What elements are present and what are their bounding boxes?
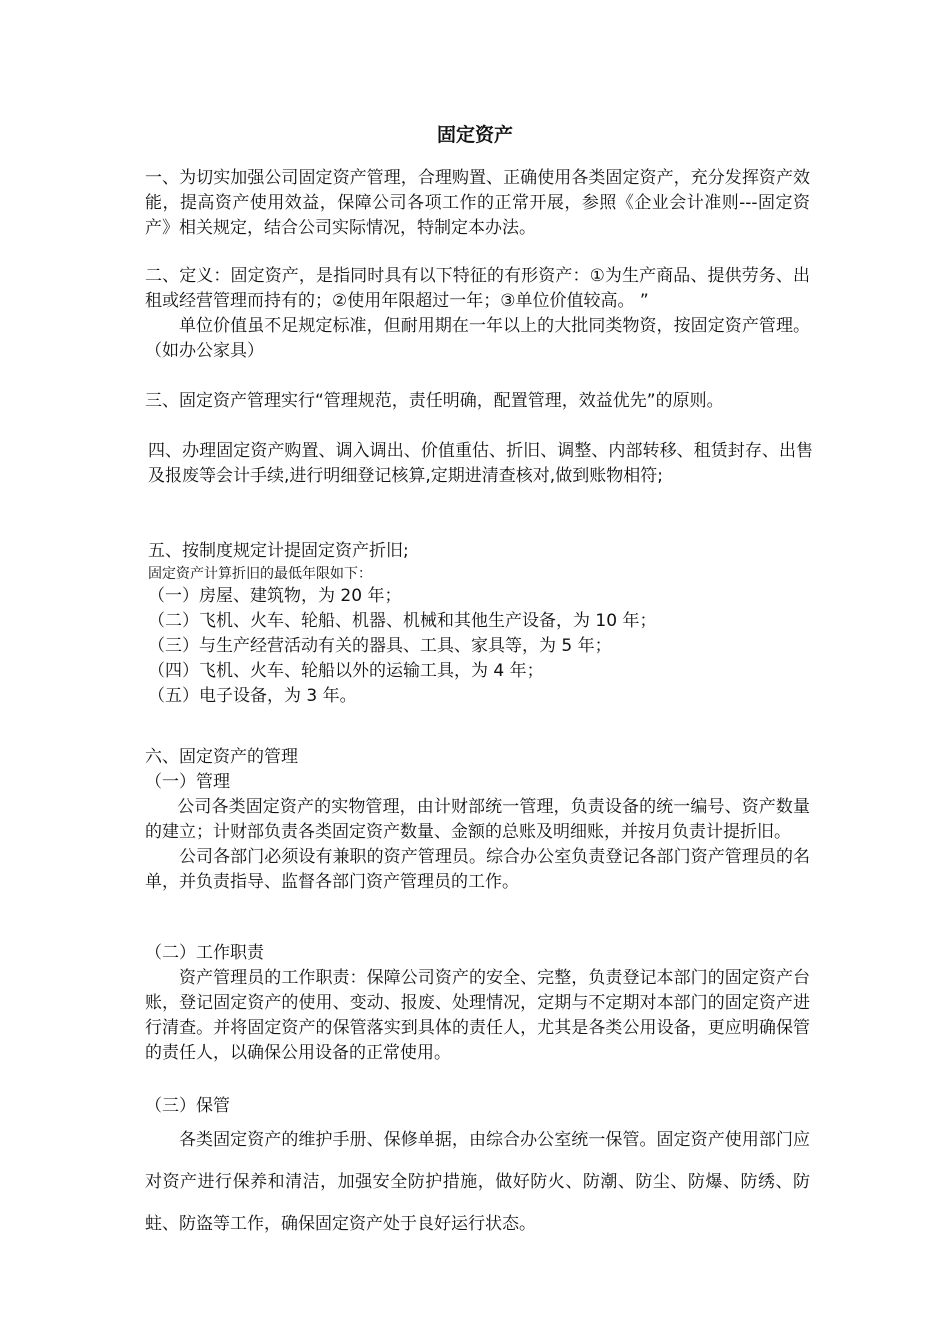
section-7-heading: （二）工作职责: [145, 943, 264, 963]
depreciation-item: （三）与生产经营活动有关的器具、工具、家具等，为 5 年；: [148, 636, 612, 656]
section-3-text: 三、固定资产管理实行“管理规范，责任明确，配置管理，效益优先”的原则。: [145, 391, 724, 411]
section-1-text: 一、为切实加强公司固定资产管理，合理购置、正确使用各类固定资产，充分发挥资产效能，提高资产使用效益，保障公司各项工作的正常开展，参照《企业会计准则---固定资产》相关规定，结合公司实际情况，特制定本办法。: [145, 168, 810, 238]
section-2-note: 单位价值虽不足规定标准，但耐用期在一年以上的大批同类物资，按固定资产管理。（如办公家具）: [145, 316, 810, 361]
section-7: [145, 941, 810, 1066]
section-1: [145, 166, 810, 241]
depreciation-item: （四）飞机、火车、轮船以外的运输工具，为 4 年；: [148, 661, 544, 681]
section-6-heading: 六、固定资产的管理: [145, 747, 298, 767]
section-6: [145, 745, 810, 895]
section-5-subheading: 固定资产计算折旧的最低年限如下：: [148, 566, 372, 582]
section-4-text: 四、办理固定资产购置、调入调出、价值重估、折旧、调整、内部转移、租赁封存、出售及报废等会计手续,进行明细登记核算,定期进清查核对,做到账物相符;: [148, 441, 813, 486]
section-8: [145, 1094, 810, 1245]
section-8-heading: （三）保管: [145, 1096, 230, 1116]
section-7-text: 资产管理员的工作职责：保障公司资产的安全、完整，负责登记本部门的固定资产台账，登记固定资产的使用、变动、报废、处理情况，定期与不定期对本部门的固定资产进行清查。并将固定资产的保管落实到具体的责任人，尤其是各类公用设备，更应明确保管的责任人，以确保公用设备的正常使用。: [145, 968, 810, 1063]
section-8-text: 各类固定资产的维护手册、保修单据，由综合办公室统一保管。固定资产使用部门应对资产进行保养和清洁，加强安全防护措施，做好防火、防潮、防尘、防爆、防绣、防蛀、防盗等工作，确保固定资产处于良好运行状态。: [145, 1130, 810, 1234]
section-2-definition: 二、定义：固定资产，是指同时具有以下特征的有形资产：①为生产商品、提供劳务、出租或经营管理而持有的；②使用年限超过一年；③单位价值较高。 ”: [145, 266, 810, 311]
depreciation-item: （二）飞机、火车、轮船、机器、机械和其他生产设备，为 10 年；: [148, 611, 657, 631]
section-6-sub1-para2: 公司各部门必须设有兼职的资产管理员。综合办公室负责登记各部门资产管理员的名单，并负责指导、监督各部门资产管理员的工作。: [145, 847, 810, 892]
document-title: 固定资产: [436, 124, 513, 146]
section-6-sub1-heading: （一）管理: [145, 772, 230, 792]
section-5: [148, 539, 813, 709]
section-3: [145, 389, 810, 414]
section-6-sub1-para1: 公司各类固定资产的实物管理，由计财部统一管理，负责设备的统一编号、资产数量的建立；计财部负责各类固定资产数量、金额的总账及明细账，并按月负责计提折旧。: [145, 797, 810, 842]
section-5-heading: 五、按制度规定计提固定资产折旧;: [148, 541, 409, 561]
section-4: [148, 439, 813, 489]
depreciation-item: （一）房屋、建筑物，为 20 年；: [148, 586, 402, 606]
depreciation-item: （五）电子设备，为 3 年。: [148, 686, 357, 706]
section-2: [145, 264, 810, 364]
